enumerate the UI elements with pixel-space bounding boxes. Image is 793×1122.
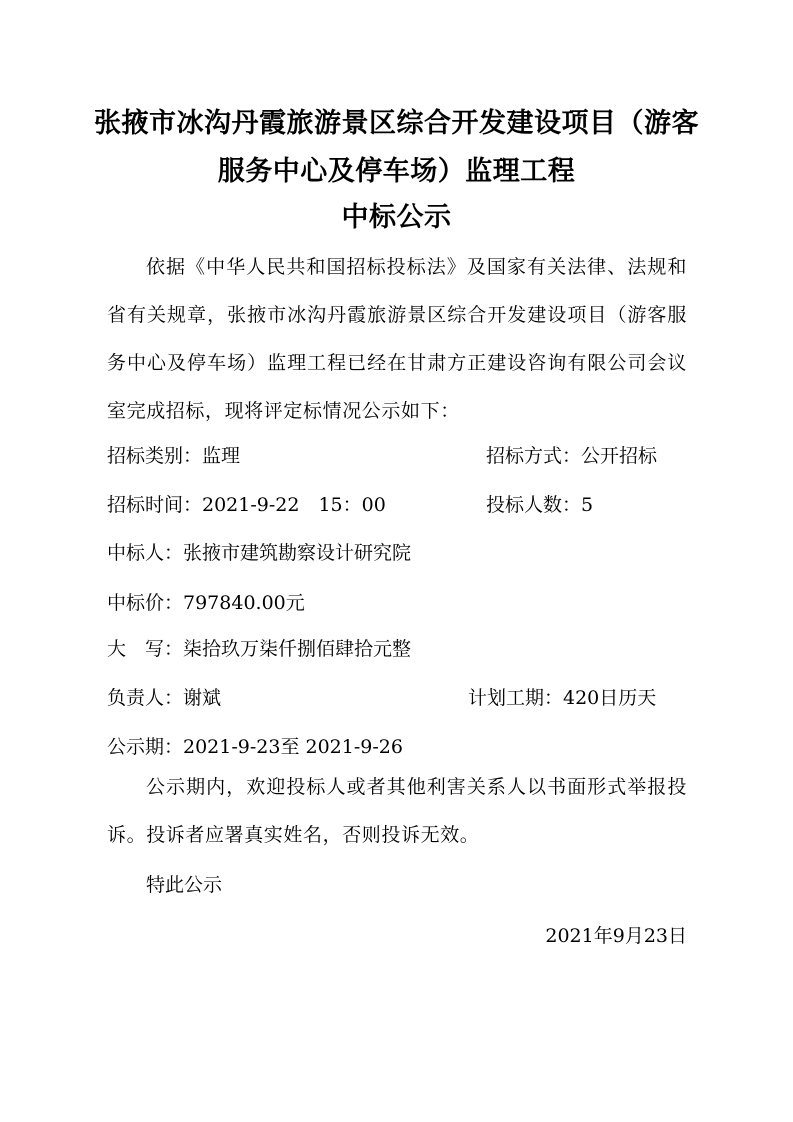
page-title-line-1: 张掖市冰沟丹霞旅游景区综合开发建设项目（游客 bbox=[94, 108, 699, 139]
planned-duration: 计划工期：420日历天 bbox=[468, 687, 657, 709]
winning-price: 中标价：797840.00元 bbox=[107, 592, 305, 614]
intro-paragraph: 依据《中华人民共和国招标投标法》及国家有关法律、法规和省有关规章，张掖市冰沟丹霞旅游景区综合开发建设项目（游客服务中心及停车场）监理工程已经在甘肃方正建设咨询有限公司会议室完成招标，现将评定标情况公示如下： bbox=[107, 256, 687, 422]
page-title-line-2: 服务中心及停车场）监理工程 bbox=[217, 156, 576, 187]
publicity-period: 公示期：2021-9-23至 2021-9-26 bbox=[107, 736, 403, 758]
responsible-person: 负责人：谢斌 bbox=[107, 687, 222, 709]
complaint-paragraph: 公示期内，欢迎投标人或者其他利害关系人以书面形式举报投诉。投诉者应署真实姓名，否则投诉无效。 bbox=[107, 776, 687, 846]
winning-bidder: 中标人：张掖市建筑勘察设计研究院 bbox=[107, 542, 412, 564]
bidder-count: 投标人数：5 bbox=[486, 494, 594, 516]
notice-date: 2021年9月23日 bbox=[545, 925, 687, 947]
bid-time: 招标时间：2021-9-22 15：00 bbox=[107, 494, 386, 516]
bid-method: 招标方式：公开招标 bbox=[486, 445, 658, 467]
bid-category: 招标类别：监理 bbox=[107, 445, 241, 467]
closing-text: 特此公示 bbox=[146, 874, 223, 896]
page-title-line-3: 中标公示 bbox=[341, 202, 452, 233]
winning-price-upper: 大 写：柒拾玖万柒仟捌佰肆拾元整 bbox=[107, 638, 412, 660]
